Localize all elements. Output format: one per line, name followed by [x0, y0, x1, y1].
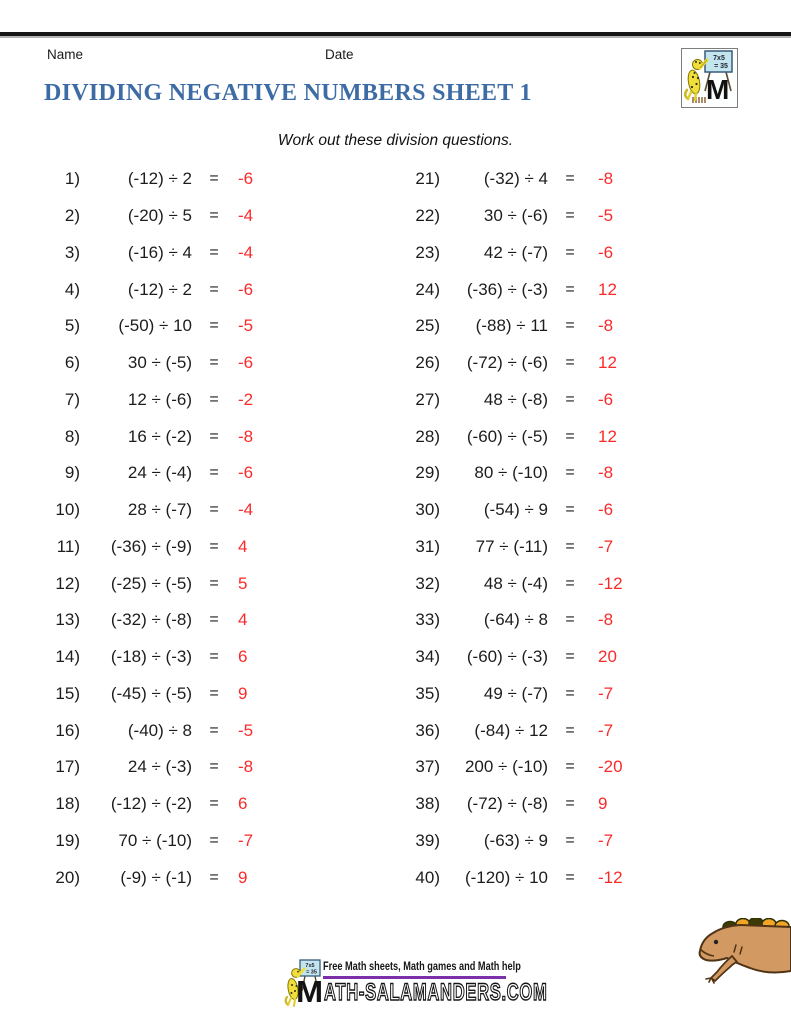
problem-expression: (-54) ÷ 9	[483, 500, 548, 520]
equals-sign: =	[565, 721, 575, 739]
problem-expression: 48 ÷ (-4)	[483, 573, 548, 593]
footer-site-text: ATH-SALAMANDERS.COM	[324, 979, 548, 1006]
logo-m-letter: M	[706, 74, 730, 105]
problem-answer: -7	[598, 536, 614, 556]
problem-expression: 12 ÷ (-6)	[127, 389, 192, 409]
problem-answer: 5	[238, 573, 248, 593]
problem-row	[400, 823, 623, 860]
equals-sign: =	[565, 795, 575, 813]
problem-answer: -7	[238, 830, 254, 850]
equals-sign: =	[565, 207, 575, 225]
problem-row	[400, 676, 623, 713]
problem-row	[40, 676, 253, 713]
problem-expression: 30 ÷ (-5)	[127, 353, 192, 373]
problem-number: 40)	[415, 867, 440, 887]
problem-row	[400, 198, 623, 235]
problem-answer: 9	[598, 794, 608, 814]
problem-answer: 12	[598, 353, 617, 373]
equals-sign: =	[565, 354, 575, 372]
equals-sign: =	[209, 170, 219, 188]
problem-row	[40, 749, 253, 786]
equals-sign: =	[565, 243, 575, 261]
equals-sign: =	[209, 390, 219, 408]
problem-answer: 9	[238, 867, 248, 887]
problem-number: 24)	[415, 279, 440, 299]
equals-sign: =	[209, 501, 219, 519]
problem-expression: 24 ÷ (-4)	[127, 463, 192, 483]
problem-row	[400, 602, 623, 639]
problem-expression: (-72) ÷ (-8)	[466, 794, 548, 814]
problem-number: 31)	[415, 536, 440, 556]
equals-sign: =	[209, 574, 219, 592]
equals-sign: =	[565, 648, 575, 666]
problem-expression: (-88) ÷ 11	[475, 316, 548, 336]
problem-row	[400, 712, 623, 749]
problem-number: 6)	[64, 353, 80, 373]
problem-answer: -12	[598, 867, 623, 887]
problem-row	[400, 565, 623, 602]
svg-text:7x5: 7x5	[713, 55, 725, 62]
problem-number: 36)	[415, 720, 440, 740]
problem-number: 13)	[55, 610, 80, 630]
problem-expression: (-32) ÷ (-8)	[110, 610, 192, 630]
equals-sign: =	[565, 611, 575, 629]
problem-number: 35)	[415, 683, 440, 703]
problem-expression: 70 ÷ (-10)	[118, 830, 192, 850]
equals-sign: =	[565, 758, 575, 776]
problem-answer: -8	[238, 426, 254, 446]
problem-expression: (-25) ÷ (-5)	[110, 573, 192, 593]
problem-row	[40, 565, 253, 602]
svg-text:= 35: = 35	[714, 63, 728, 70]
problem-number: 8)	[64, 426, 80, 446]
equals-sign: =	[565, 280, 575, 298]
problem-answer: -7	[598, 830, 614, 850]
problems-column-right	[400, 161, 623, 896]
equals-sign: =	[209, 207, 219, 225]
problem-answer: 12	[598, 426, 617, 446]
problem-number: 18)	[55, 794, 80, 814]
problem-expression: 42 ÷ (-7)	[483, 242, 548, 262]
problem-row	[40, 198, 253, 235]
equals-sign: =	[209, 648, 219, 666]
equals-sign: =	[209, 427, 219, 445]
problem-number: 29)	[415, 463, 440, 483]
problem-number: 12)	[55, 573, 80, 593]
problem-number: 15)	[55, 683, 80, 703]
problem-expression: (-16) ÷ 4	[127, 242, 192, 262]
problem-row	[40, 602, 253, 639]
svg-text:7x5: 7x5	[305, 963, 315, 969]
problem-number: 22)	[415, 206, 440, 226]
problem-expression: (-20) ÷ 5	[127, 206, 192, 226]
problem-row	[400, 749, 623, 786]
problems-column-left	[40, 161, 253, 896]
problem-number: 4)	[64, 279, 80, 299]
problem-answer: 4	[238, 536, 248, 556]
problem-number: 7)	[64, 389, 80, 409]
problem-number: 11)	[56, 536, 80, 556]
problem-expression: 28 ÷ (-7)	[127, 500, 192, 520]
problem-number: 28)	[415, 426, 440, 446]
problem-row	[40, 786, 253, 823]
problem-number: 5)	[64, 316, 80, 336]
name-label: Name	[47, 47, 84, 62]
equals-sign: =	[565, 868, 575, 886]
problem-number: 10)	[55, 500, 80, 520]
problem-number: 39)	[415, 830, 440, 850]
problem-expression: (-18) ÷ (-3)	[110, 647, 192, 667]
problem-expression: 16 ÷ (-2)	[127, 426, 192, 446]
footer-m-letter: M	[296, 974, 324, 1009]
problem-answer: -20	[598, 757, 623, 777]
equals-sign: =	[209, 795, 219, 813]
equals-sign: =	[209, 243, 219, 261]
problem-expression: (-60) ÷ (-5)	[466, 426, 548, 446]
problem-row	[400, 271, 623, 308]
instruction-text: Work out these division questions.	[277, 132, 514, 149]
equals-sign: =	[565, 574, 575, 592]
equals-sign: =	[209, 721, 219, 739]
equals-sign: =	[209, 684, 219, 702]
problem-answer: -6	[598, 242, 614, 262]
problem-expression: 77 ÷ (-11)	[475, 536, 548, 556]
problem-expression: (-84) ÷ 12	[474, 720, 548, 740]
problem-row	[40, 418, 253, 455]
problem-number: 23)	[415, 242, 440, 262]
equals-sign: =	[565, 317, 575, 335]
problem-expression: (-120) ÷ 10	[464, 867, 548, 887]
problem-expression: (-63) ÷ 9	[483, 830, 548, 850]
footer-tagline: Free Math sheets, Math games and Math help	[323, 961, 521, 973]
problem-expression: (-12) ÷ (-2)	[110, 794, 192, 814]
problem-row	[400, 529, 623, 566]
problem-number: 19)	[55, 830, 80, 850]
problem-answer: -6	[238, 279, 254, 299]
equals-sign: =	[209, 868, 219, 886]
problem-row	[40, 455, 253, 492]
problem-answer: -7	[598, 683, 614, 703]
footer-brand	[283, 957, 548, 1015]
problem-row	[400, 639, 623, 676]
problem-number: 2)	[64, 206, 80, 226]
problem-expression: (-9) ÷ (-1)	[120, 867, 192, 887]
problem-expression: (-60) ÷ (-3)	[466, 647, 548, 667]
problem-answer: -2	[238, 389, 254, 409]
problem-expression: 80 ÷ (-10)	[474, 463, 548, 483]
equals-sign: =	[209, 354, 219, 372]
problem-answer: -6	[238, 463, 254, 483]
page-title: DIVIDING NEGATIVE NUMBERS SHEET 1	[44, 80, 532, 106]
problem-number: 34)	[415, 647, 440, 667]
equals-sign: =	[565, 170, 575, 188]
problem-answer: -8	[598, 316, 614, 336]
problem-row	[40, 639, 253, 676]
problem-row	[40, 161, 253, 198]
problem-answer: -5	[598, 206, 614, 226]
problem-number: 16)	[55, 720, 80, 740]
equals-sign: =	[565, 390, 575, 408]
problem-row	[40, 271, 253, 308]
problem-row	[40, 529, 253, 566]
problem-row	[40, 823, 253, 860]
problem-row	[40, 382, 253, 419]
salamander-logo-icon	[682, 49, 735, 105]
problem-answer: 4	[238, 610, 248, 630]
problem-expression: (-50) ÷ 10	[118, 316, 192, 336]
problem-number: 14)	[55, 647, 80, 667]
equals-sign: =	[209, 537, 219, 555]
problem-row	[400, 161, 623, 198]
svg-text:= 35: = 35	[306, 969, 317, 976]
problem-answer: -5	[238, 720, 254, 740]
equals-sign: =	[209, 758, 219, 776]
problem-expression: (-36) ÷ (-3)	[466, 279, 548, 299]
problem-expression: 49 ÷ (-7)	[483, 683, 548, 703]
problem-row	[400, 455, 623, 492]
problem-expression: 48 ÷ (-8)	[483, 389, 548, 409]
problem-row	[400, 345, 623, 382]
equals-sign: =	[565, 464, 575, 482]
problem-answer: 12	[598, 279, 617, 299]
equals-sign: =	[209, 317, 219, 335]
problem-expression: 24 ÷ (-3)	[127, 757, 192, 777]
equals-sign: =	[209, 464, 219, 482]
problem-expression: 200 ÷ (-10)	[464, 757, 548, 777]
problem-expression: (-12) ÷ 2	[127, 169, 192, 189]
equals-sign: =	[209, 831, 219, 849]
problem-number: 25)	[415, 316, 440, 336]
date-label: Date	[325, 47, 354, 62]
problem-row	[400, 308, 623, 345]
problem-number: 38)	[415, 794, 440, 814]
equals-sign: =	[209, 280, 219, 298]
problem-answer: -8	[238, 757, 254, 777]
problem-row	[40, 235, 253, 272]
problem-answer: 20	[598, 647, 617, 667]
problem-number: 20)	[55, 867, 80, 887]
problem-answer: 9	[238, 683, 248, 703]
equals-sign: =	[209, 611, 219, 629]
problem-answer: -7	[598, 720, 614, 740]
problem-row	[40, 712, 253, 749]
problem-number: 33)	[415, 610, 440, 630]
problem-row	[40, 308, 253, 345]
problem-answer: 6	[238, 794, 248, 814]
problem-answer: -5	[238, 316, 254, 336]
problem-number: 1)	[64, 169, 80, 189]
problem-answer: -8	[598, 463, 614, 483]
problem-answer: 6	[238, 647, 248, 667]
problem-expression: (-40) ÷ 8	[127, 720, 192, 740]
problem-row	[400, 492, 623, 529]
problem-answer: -8	[598, 610, 614, 630]
problem-row	[40, 492, 253, 529]
problem-expression: (-45) ÷ (-5)	[110, 683, 192, 703]
equals-sign: =	[565, 427, 575, 445]
problem-row	[40, 859, 253, 896]
problem-answer: -12	[598, 573, 623, 593]
problem-expression: (-72) ÷ (-6)	[466, 353, 548, 373]
equals-sign: =	[565, 831, 575, 849]
problem-answer: -6	[238, 353, 254, 373]
problem-answer: -8	[598, 169, 614, 189]
site-logo	[681, 48, 738, 108]
lizard-icon	[696, 918, 791, 984]
problem-expression: (-64) ÷ 8	[483, 610, 548, 630]
problem-row	[400, 418, 623, 455]
problem-row	[400, 382, 623, 419]
problem-number: 27)	[415, 389, 440, 409]
problem-expression: (-32) ÷ 4	[483, 169, 548, 189]
top-divider	[0, 32, 791, 38]
problem-number: 3)	[64, 242, 80, 262]
equals-sign: =	[565, 501, 575, 519]
problem-number: 9)	[64, 463, 80, 483]
problem-answer: -4	[238, 500, 254, 520]
problem-expression: (-12) ÷ 2	[127, 279, 192, 299]
problem-expression: (-36) ÷ (-9)	[110, 536, 192, 556]
problem-row	[400, 235, 623, 272]
problem-answer: -6	[238, 169, 254, 189]
problem-number: 37)	[415, 757, 440, 777]
problem-number: 17)	[55, 757, 80, 777]
problem-number: 30)	[415, 500, 440, 520]
equals-sign: =	[565, 684, 575, 702]
problem-number: 26)	[415, 353, 440, 373]
problem-answer: -6	[598, 500, 614, 520]
problem-row	[400, 859, 623, 896]
problem-answer: -4	[238, 242, 254, 262]
problem-number: 21)	[415, 169, 440, 189]
problem-expression: 30 ÷ (-6)	[483, 206, 548, 226]
problem-row	[40, 345, 253, 382]
equals-sign: =	[565, 537, 575, 555]
problem-answer: -4	[238, 206, 254, 226]
problem-number: 32)	[415, 573, 440, 593]
problem-row	[400, 786, 623, 823]
problem-answer: -6	[598, 389, 614, 409]
